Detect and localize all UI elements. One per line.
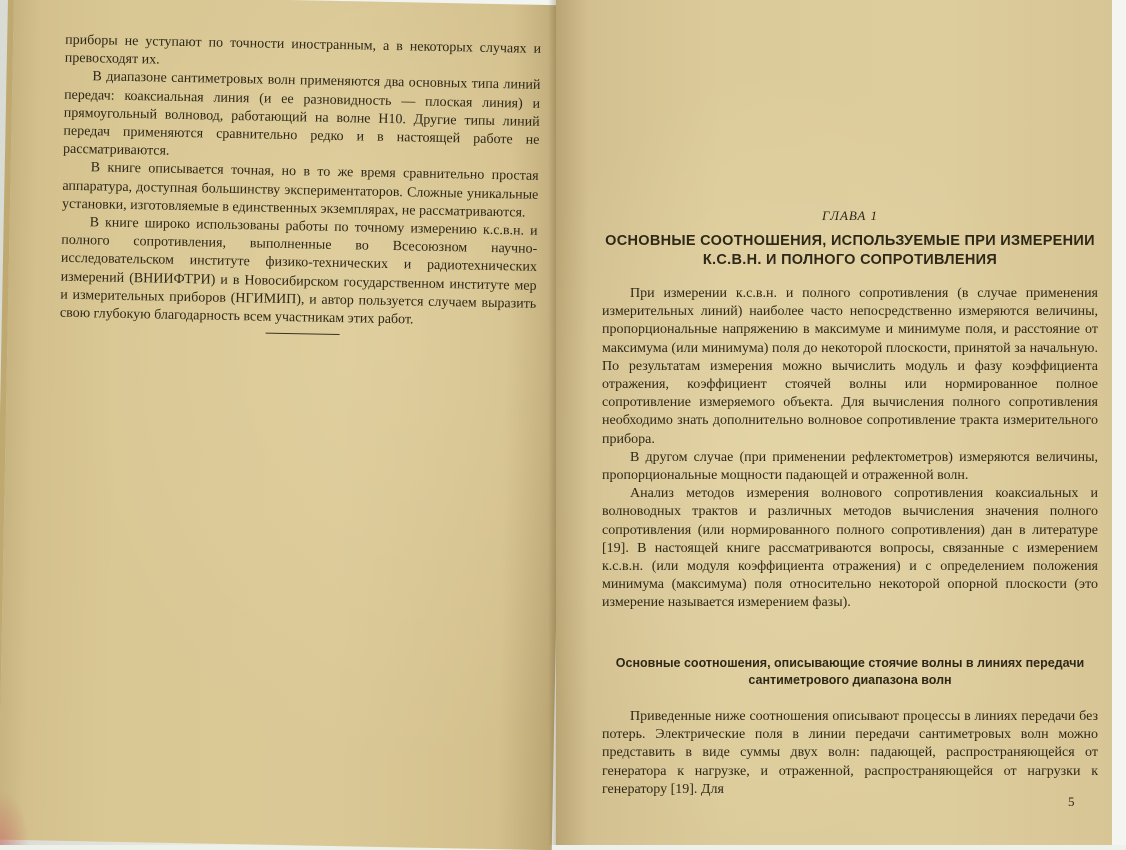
thumb-shadow [0, 790, 30, 845]
right-paragraph-1: При измерении к.с.в.н. и полного сопротивления (в случае применения измерительных линий) наиболее часто непосредственно измеряются величины, пропорциональные напряжению в максимуме и минимуме поля, и расстояние от максимума (или минимума) поля до некоторой плоскости, принятой за начальную. По результатам измерения можно вычислить модуль и фазу коэффициента отражения, коэффициент стоячей волны или нормированное полное сопротивление измеряемого объекта. Для вычисления полного сопротивления необходимо знать дополнительно волновое сопротивление тракта измерительного прибора. [602, 286, 1098, 447]
chapter-body [602, 285, 1098, 613]
left-paragraph-4: В книге широко использованы работы по точному измерению к.с.в.н. и полного сопротивления, выполненные во Всесоюзном научно-исследовательском институте физико-технических и радиотехнических измерений (ВНИИФТРИ) и в Новосибирском государственном институте мер и измерительных приборов (НГИМИП), и автор пользуется случаем выразить свою глубокую благодарность всем участникам этих работ. [59, 215, 538, 328]
page-number: 5 [1068, 794, 1075, 809]
section-paragraph-1: Приведенные ниже соотношения описывают процессы в линиях передачи без потерь. Электрические поля в линии передачи сантиметровых волн можно представить в виде суммы двух волн: падающей, распространяющейся от генератора к нагрузке, и отраженной, распространяющейся от нагрузки к генератору [19]. Для [602, 709, 1098, 797]
left-page-text [60, 32, 542, 332]
left-paragraph-3: В книге описывается точная, но в то же время сравнительно простая аппаратура, доступная большинству экспериментаторов. Сложные уникальные установки, изготовляемые в единственных экземплярах, не рассматриваются. [61, 160, 539, 221]
left-paragraph-2: В диапазоне сантиметровых волн применяются два основных типа линий передач: коаксиальная линия (и ее разновидность — плоская линия) и прямоугольный волновод, работающий на волне H10. Другие типы линий передач применяются сравнительно редко и в настоящей работе не рассматриваются. [62, 69, 541, 159]
section-title: Основные соотношения, описывающие стоячие волны в линиях передачи сантиметрового диапазона волн [615, 656, 1085, 687]
section-body [602, 708, 1098, 799]
right-page [556, 0, 1112, 845]
end-rule [266, 333, 340, 335]
book-spread [8, 0, 1112, 845]
chapter-label: ГЛАВА 1 [821, 208, 879, 223]
left-paragraph-1: приборы не уступают по точности иностранным, а в некоторых случаях и превосходят их. [64, 32, 542, 68]
right-paragraph-3: Анализ методов измерения волнового сопротивления коаксиальных и волноводных трактов и различных методов вычисления значения полного сопротивления (или нормированного полного сопротивления) дан в литературе [19]. В настоящей книге рассматриваются вопросы, связанные с измерением к.с.в.н. (или модуля коэффициента отражения) и с определением положения минимума (максимума) поля относительно некоторой опорной плоскости (это измерение называется измерением фазы). [602, 486, 1098, 611]
right-paragraph-2: В другом случае (при применении рефлектометров) измеряются величины, пропорциональные мощности падающей и отраженной волн. [602, 449, 1098, 484]
chapter-title: ОСНОВНЫЕ СООТНОШЕНИЯ, ИСПОЛЬЗУЕМЫЕ ПРИ ИЗМЕРЕНИИ К.С.В.Н. И ПОЛНОГО СОПРОТИВЛЕНИЯ [605, 233, 1095, 268]
